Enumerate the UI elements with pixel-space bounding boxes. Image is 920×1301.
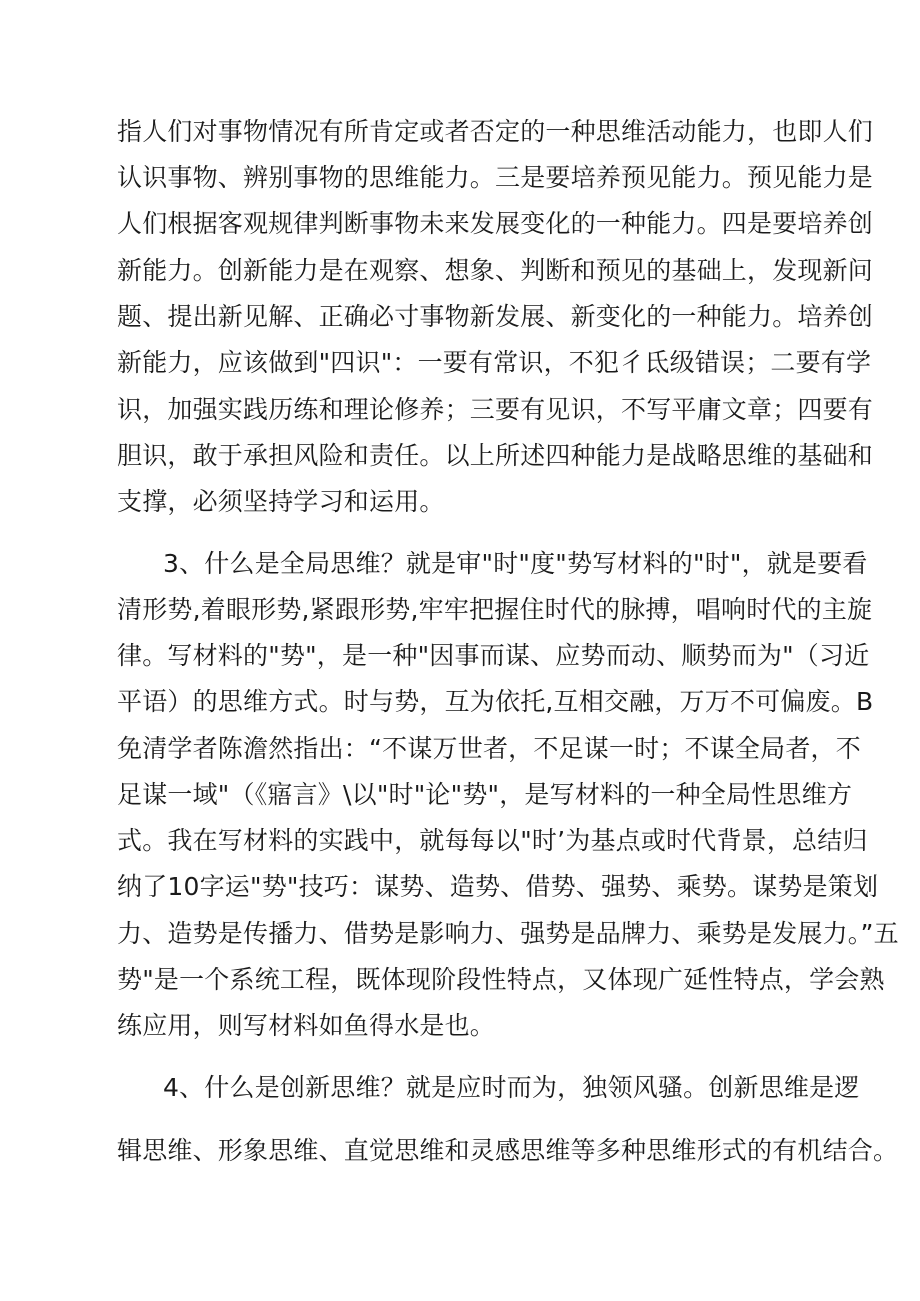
text-line: 支撑，必须坚持学习和运用。 — [117, 487, 445, 516]
text-line: 题、提出新见解、正确必寸事物新发展、新变化的一种能力。培养创 — [117, 302, 874, 331]
text-line: 人们根据客观规律判断事物未来发展变化的一种能力。四是要培养创 — [117, 209, 874, 238]
text-line: 清形势,着眼形势,紧跟形势,牢牢把握住时代的脉搏，唱响时代的主旋 — [117, 595, 873, 624]
text-line: 识，加强实践历练和理论修养；三要有见识，不写平庸文章；四要有 — [117, 395, 874, 424]
text-line: 练应用，则写材料如鱼得水是也。 — [117, 1011, 496, 1040]
text-line: 胆识，敢于承担风险和责任。以上所述四种能力是战略思维的基础和 — [117, 441, 874, 470]
text-line: 认识事物、辨别事物的思维能力。三是要培养预见能力。预见能力是 — [117, 163, 874, 192]
text-line: 平语）的思维方式。时与势，互为依托,互相交融，万万不可偏废。B — [117, 687, 874, 716]
text-line: 式。我在写材料的实践中，就每每以"时’为基点或时代背景，总结归 — [117, 826, 868, 855]
text-line: 指人们对事物情况有所肯定或者否定的一种思维活动能力，也即人们 — [117, 117, 874, 146]
paragraph-start-line: 4、什么是创新思维？就是应时而为，独领风骚。创新思维是逻 — [163, 1073, 860, 1102]
text-line: 力、造势是传播力、借势是影响力、强势是品牌力、乘势是发展力。”五 — [117, 919, 899, 948]
text-line: 律。写材料的"势"，是一种"因事而谋、应势而动、顺势而为"（习近 — [117, 641, 870, 670]
text-line: 免清学者陈澹然指出：“不谋万世者，不足谋一时；不谋全局者，不 — [117, 734, 861, 763]
text-line: 新能力，应该做到"四识"：一要有常识，不犯彳氐级错误；二要有学 — [117, 348, 872, 377]
text-line: 纳了10字运"势"技巧：谋势、造势、借势、强势、乘势。谋势是策划 — [117, 872, 879, 901]
paragraph-start-line: 3、什么是全局思维？就是审"时"度"势写材料的"时"，就是要看 — [163, 549, 868, 578]
text-line: 足谋一域"（《寤言》\以"时"论"势"，是写材料的一种全局性思维方 — [117, 780, 853, 809]
text-line: 新能力。创新能力是在观察、想象、判断和预见的基础上，发现新问 — [117, 256, 874, 285]
text-line: 辑思维、形象思维、直觉思维和灵感思维等多种思维形式的有机结合。 — [117, 1136, 899, 1165]
text-line: 势"是一个系统工程，既体现阶段性特点，又体现广延性特点，学会熟 — [117, 965, 885, 994]
